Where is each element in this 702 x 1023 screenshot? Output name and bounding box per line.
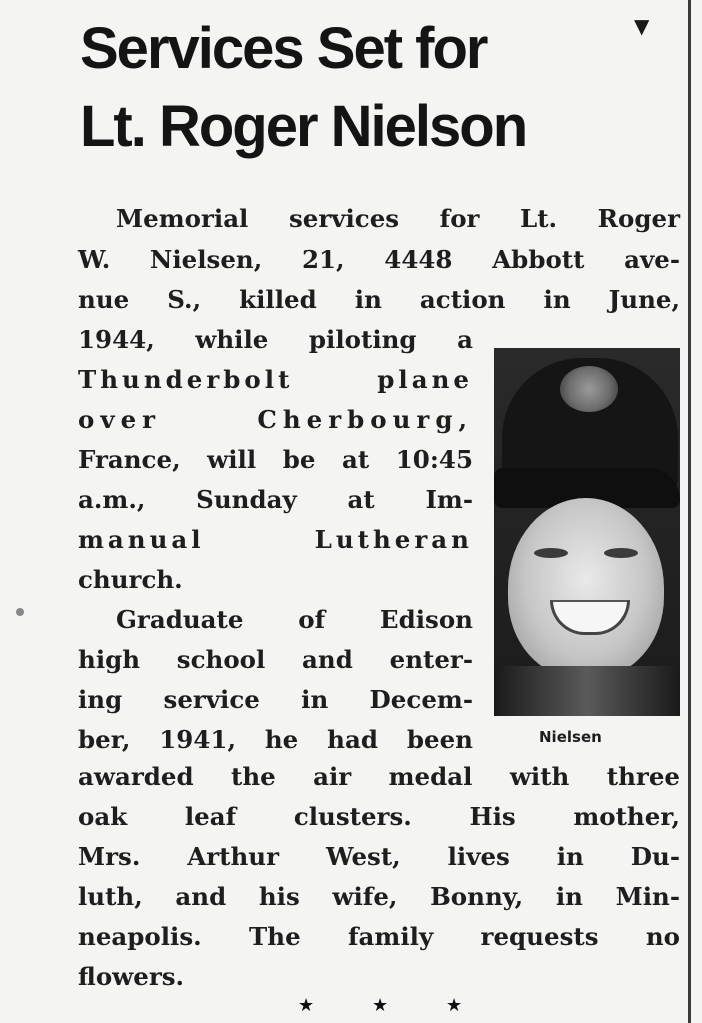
body-line: high school and enter- bbox=[78, 645, 473, 674]
body-line: a.m., Sunday at Im- bbox=[78, 485, 473, 514]
body-line: nue S., killed in action in June, bbox=[78, 285, 680, 314]
body-line: neapolis. The family requests no bbox=[78, 922, 680, 951]
body-line: France, will be at 10:45 bbox=[78, 445, 473, 474]
body-line: 1944, while piloting a bbox=[78, 325, 473, 354]
body-line: W. Nielsen, 21, 4448 Abbott ave- bbox=[78, 245, 680, 274]
photo-caption: Nielsen bbox=[539, 728, 602, 746]
body-line: ber, 1941, he had been bbox=[78, 725, 473, 754]
body-line: Mrs. Arthur West, lives in Du- bbox=[78, 842, 680, 871]
portrait-face bbox=[508, 498, 664, 678]
body-line: oak leaf clusters. His mother, bbox=[78, 802, 680, 831]
corner-mark: ▼ bbox=[634, 14, 650, 38]
cap-badge-icon bbox=[560, 366, 618, 412]
body-line: Graduate of Edison bbox=[116, 605, 473, 634]
star-ornament-icon: ★ bbox=[372, 995, 389, 1016]
portrait-eye bbox=[534, 548, 568, 558]
star-ornament-icon: ★ bbox=[446, 995, 463, 1016]
headline-line-2: Lt. Roger Nielson bbox=[80, 94, 527, 159]
portrait-photo bbox=[494, 348, 680, 716]
body-line: awarded the air medal with three bbox=[78, 762, 680, 791]
body-line: flowers. bbox=[78, 962, 185, 991]
print-speck bbox=[16, 608, 24, 616]
star-ornament-icon: ★ bbox=[298, 995, 315, 1016]
uniform-collar bbox=[494, 666, 680, 716]
headline-line-1: Services Set for bbox=[80, 16, 487, 81]
body-line: luth, and his wife, Bonny, in Min- bbox=[78, 882, 680, 911]
body-line: church. bbox=[78, 565, 183, 594]
body-line: ing service in Decem- bbox=[78, 685, 473, 714]
column-rule bbox=[688, 0, 691, 1023]
body-line: Memorial services for Lt. Roger bbox=[116, 204, 680, 233]
body-line: over Cherbourg, bbox=[78, 405, 473, 434]
body-line: manual Lutheran bbox=[78, 525, 473, 554]
portrait-eye bbox=[604, 548, 638, 558]
article-headline bbox=[80, 10, 680, 166]
body-line: Thunderbolt plane bbox=[78, 365, 473, 394]
